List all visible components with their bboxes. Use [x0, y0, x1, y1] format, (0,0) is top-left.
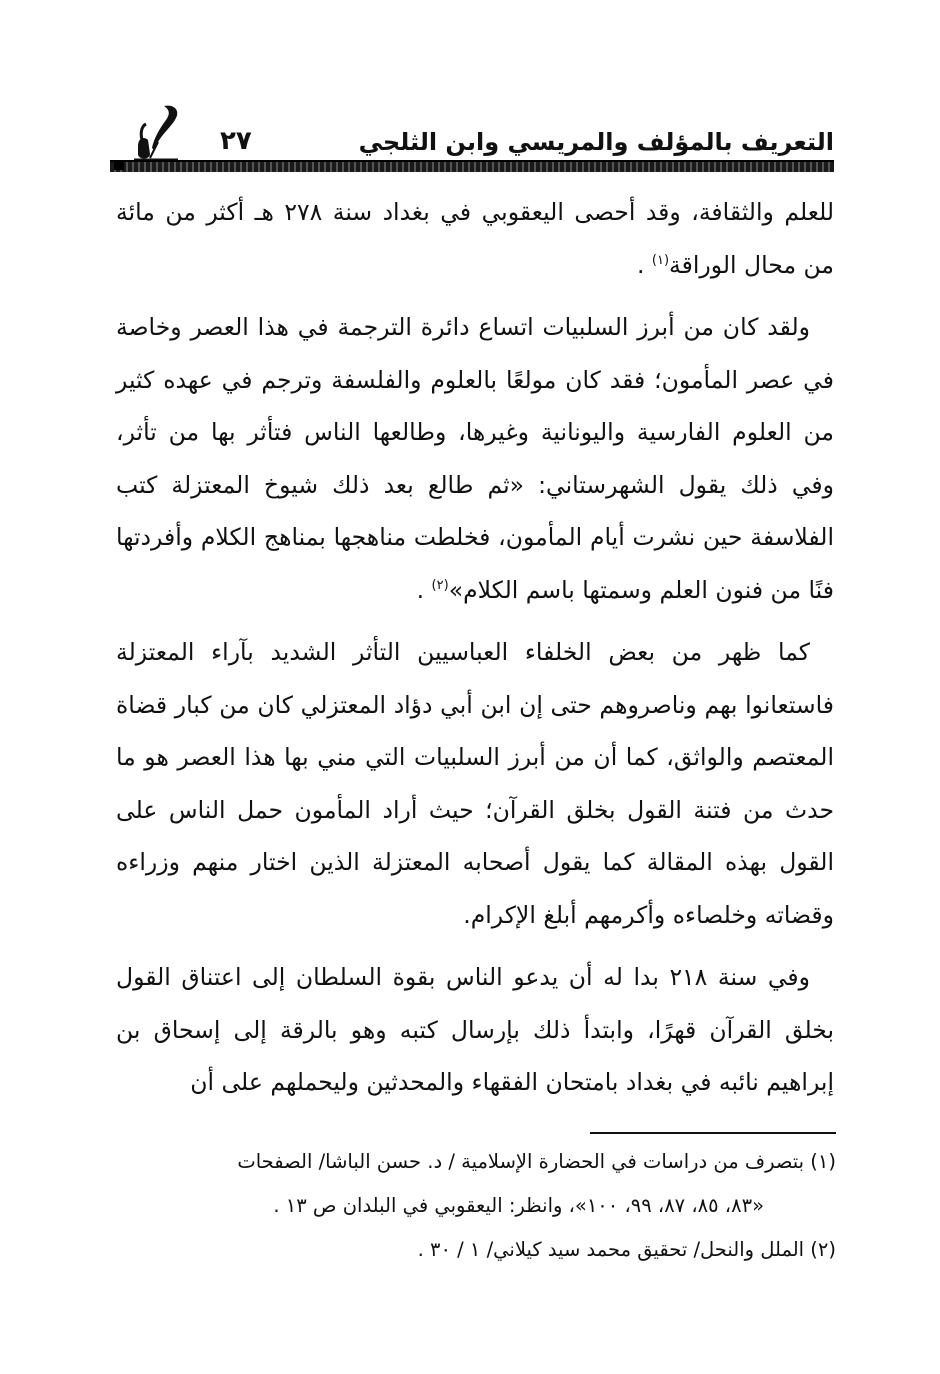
paragraph-2-end: . [416, 575, 432, 604]
header-rule [110, 160, 834, 172]
page-header [110, 100, 834, 178]
footnotes [150, 1140, 836, 1272]
paragraph-4: وفي سنة ٢١٨ بدا له أن يدعو الناس بقوة السلطان إلى اعتناق القول بخلق القرآن قهرًا، وابتدأ ذلك بإرسال كتبه وهو بالرقة إلى إسحاق بن إبراهيم نائبه في بغداد بامتحان الفقهاء والمحدثين وليحملهم على أن [116, 963, 834, 1096]
paragraph-2-text: ولقد كان من أبرز السلبيات اتساع دائرة الترجمة في هذا العصر وخاصة في عصر المأمون؛ فقد كان مولعًا بالعلوم والفلسفة وترجم في عهده كثير من العلوم الفارسية واليونانية وغيرها، وطالعها الناس فتأثر بها من تأثر، وفي ذلك يقول الشهرستاني: «ثم طالع بعد ذلك شيوخ المعتزلة كتب الفلاسفة حين نشرت أيام المأمون، فخلطت مناهجها بمناهج الكلام وأفردتها فنًا من فنون العلم وسمتها باسم الكلام» [116, 313, 834, 604]
quill-inkwell-icon [130, 102, 182, 164]
paragraph-3: كما ظهر من بعض الخلفاء العباسيين التأثر الشديد بآراء المعتزلة فاستعانوا بهم وناصروهم حتى إن ابن أبي دؤاد المعتزلي كان من كبار قضاة المعتصم والواثق، كما أن من أبرز السلبيات التي مني بها هذا العصر هو ما حدث من فتنة القول بخلق القرآن؛ حيث أراد المأمون حمل الناس على القول بهذه المقالة كما يقول أصحابه المعتزلة الذين اختار منهم وزراءه وقضاته وخلصاءه وأكرمهم أبلغ الإكرام. [116, 638, 834, 929]
main-text [116, 186, 834, 1119]
footnote-separator [590, 1132, 836, 1134]
footnote-ref-2: (٢) [431, 577, 449, 593]
footnote-1-line-1: (١) بتصرف من دراسات في الحضارة الإسلامية / د. حسن الباشا/ الصفحات [237, 1150, 836, 1173]
running-title: التعريف بالمؤلف والمريسي وابن الثلجي [358, 128, 834, 156]
page-number: ٢٧ [220, 126, 252, 156]
paragraph-2 [116, 301, 834, 616]
footnote-2: (٢) الملل والنحل/ تحقيق محمد سيد كيلاني/ ١ / ٣٠ . [417, 1238, 836, 1261]
paragraph-1 [116, 186, 834, 291]
paragraph-1-end: . [636, 250, 652, 279]
footnote-1-line-2: «٨٣، ٨٥، ٨٧، ٩٩، ١٠٠»، وانظر: اليعقوبي في البلدان ص ١٣ . [273, 1194, 764, 1217]
paragraph-1-text: للعلم والثقافة، وقد أحصى اليعقوبي في بغداد سنة ٢٧٨ هـ أكثر من مائة من محال الوراقة [116, 198, 835, 279]
footnote-ref-1: (١) [651, 252, 670, 268]
header-rule-mark [114, 162, 124, 170]
